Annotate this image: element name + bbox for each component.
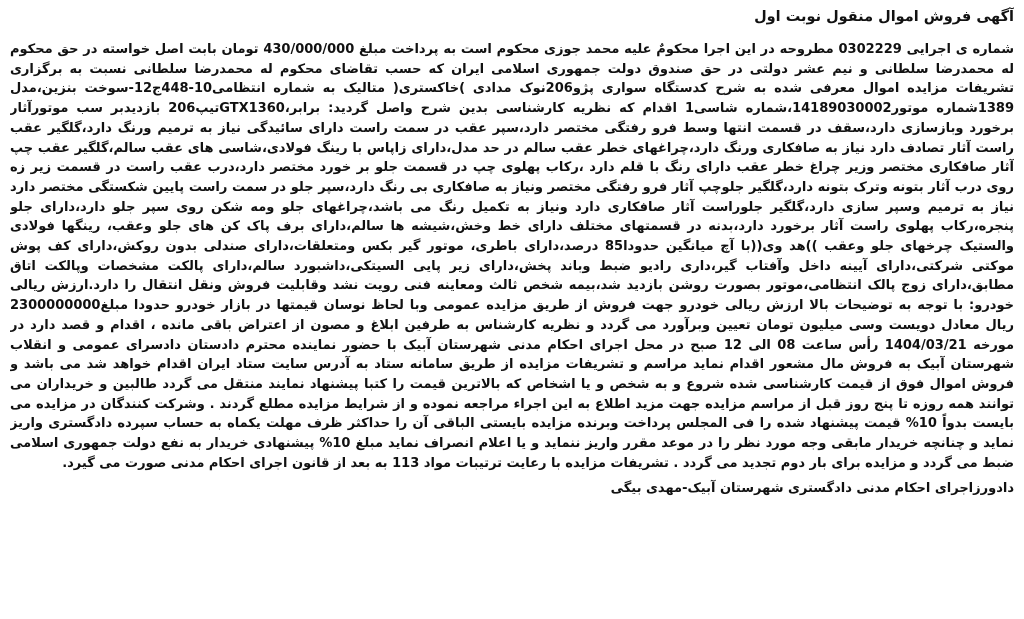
notice-title: آگهی فروش اموال منقول نوبت اول — [754, 9, 1014, 25]
auction-notice-document — [10, 4, 1014, 615]
notice-body: شماره ی اجرایی 0302229 مطروحه در این اجرا محکومٌ علیه محمد جوزی محکوم است به پرداخت مبلغ 430/000/000 تومان بابت اصل خواسته در حق محکوم له محمدرضا سلطانی و نیم عشر دولتی در حق صندوق دولت جمهوری اسلامی ایران که حسب تقاضای محکوم له محمدرضا سلطانی نسبت به برگزاری تشریفات مزایده اموال معرفی شده به شرح کدستگاه سواری پژو206نوک مدادی )خاکستری( متالیک به شماره انتظامی10-448ج12-سوخت بنزین،مدل 1389شماره موتور14189030002،شماره شاسی1 اقدام که نظریه کارشناسی بدین شرح واصل گردید: برابر،GTX1360تیپ206 بازدیدبر سب موتورآثار برخورد وبازسازی دارد،سقف در قسمت انتها وسط فرو رفتگی مختصر دارد،سپر عقب در سمت راست دارای سائیدگی نیاز به ترمیم ورنگ دارد،گلگیر عقب راست آثار تصادف دارد نیاز به صافکاری ورنگ دارد،چراغهای خطر عقب سالم در حد مدل،دارای زاپاس با رینگ فولادی،شاسی های عقب سالم،گلگیر عقب چپ آثار صافکاری مختصر وزیر چراغ خطر عقب دارای رنگ با قلم دارد ،رکاب پهلوی چپ در قسمت جلو بر خورد مختصر دارد،درب عقب راست در قسمت زیر زه روی درب آثار بتونه وترک بتونه دارد،گلگیر جلوچپ آثار فرو رفتگی مختصر ونیاز به صافکاری بی رنگ دارد،سپر جلو در سمت راست پایین شکستگی مختصر دارد نیاز به ترمیم وسپر سازی دارد،گلگیر جلوراست آثار صافکاری دارد ونیاز به تکمیل رنگ می باشد،چراغهای جلو ومه شکن روی سپر جلو دارد،دارای جلو پنجره،رکاب پهلوی راست آثار برخورد دارد،بدنه در قسمتهای مختلف دارای خط وخش،شیشه ها سالم،دارای برف پاک کن های جلو وعقب، رینگها فولادی والستیک چرخهای جلو وعقب ))هد وی((با آچ میانگین حدودا85 درصد،دارای باطری، موتور گیر بکس ومتعلقات،دارای صندلی بدون روکش،دارای کف پوش موکتی شرکتی،دارای آیینه داخل وآفتاب گیر،داری رادیو ضبط وباند پخش،دارای زیر پایی السیتکی،داشبورد سالم،دارای پالکت مشخصات وپالکت اتاق مطابق،دارای زوج پالک انتظامی،موتور بصورت روشن بازدید شد،بیمه شخص ثالث ومعاینه فنی رویت نشد وقابلیت فروش ونقل انتقال را دارد.ارزش ریالی خودرو: با توجه به توضیحات بالا ارزش ریالی خودرو جهت فروش از طریق مزایده عمومی وبا لحاظ نوسان قیمتها در بازار خودرو حدودا مبلغ2300000000 ریال معادل دویست وسی میلیون تومان تعیین وبرآورد می گردد و نظریه کارشناس به طرفین ابلاغ و مصون از اعتراض باقی مانده ، اقدام و قصد دارد در مورخه 1404/03/21 رأس ساعت 08 الی 12 صبح در محل اجرای احکام مدنی شهرستان آبیک با حضور نماینده محترم دادستان دادسرای عمومی و انقلاب شهرستان آبیک به فروش مال مشعور اقدام نماید مراسم و تشریفات مزایده از طریق سامانه ستاد به آدرس سایت ستاد ایران اقدام خواهد شد می باشد و فروش اموال فوق از قیمت کارشناسی شده شروع و به شخص و یا اشخاص که بالاترین قیمت را کتبا پیشنهاد نمایند منتقل می گردد طالبین و خریداران می توانند همه روزه تا پنج روز قبل از مراسم مزایده جهت مزید اطلاع به این اجراء مراجعه نموده و از شرایط مزایده مطلع گردند . وشرکت کنندگان در مزایده می بایست بدواً 10% قیمت پیشنهاد شده را فی المجلس پرداخت وبرنده مزایده بایستی الباقی آن را حداکثر ظرف مهلت یکماه به حساب سپرده دادگستری واریز نماید و چنانچه خریدار مابقی وجه مورد نظر را در موعد مقرر واریز ننماید و یا اعلام انصراف نماید مبلغ 10% پیشنهادی خریدار به نفع دولت جمهوری اسلامی ضبط می گردد و مزایده برای بار دوم تجدید می گردد . تشریفات مزایده با رعایت ترتیبات مواد 113 به بعد از قانون اجرای احکام مدنی صورت می گیرد. — [10, 42, 1014, 471]
notice-signature: دادورزاجرای احکام مدنی دادگستری شهرستان آبیک-مهدی بیگی — [610, 481, 1014, 497]
